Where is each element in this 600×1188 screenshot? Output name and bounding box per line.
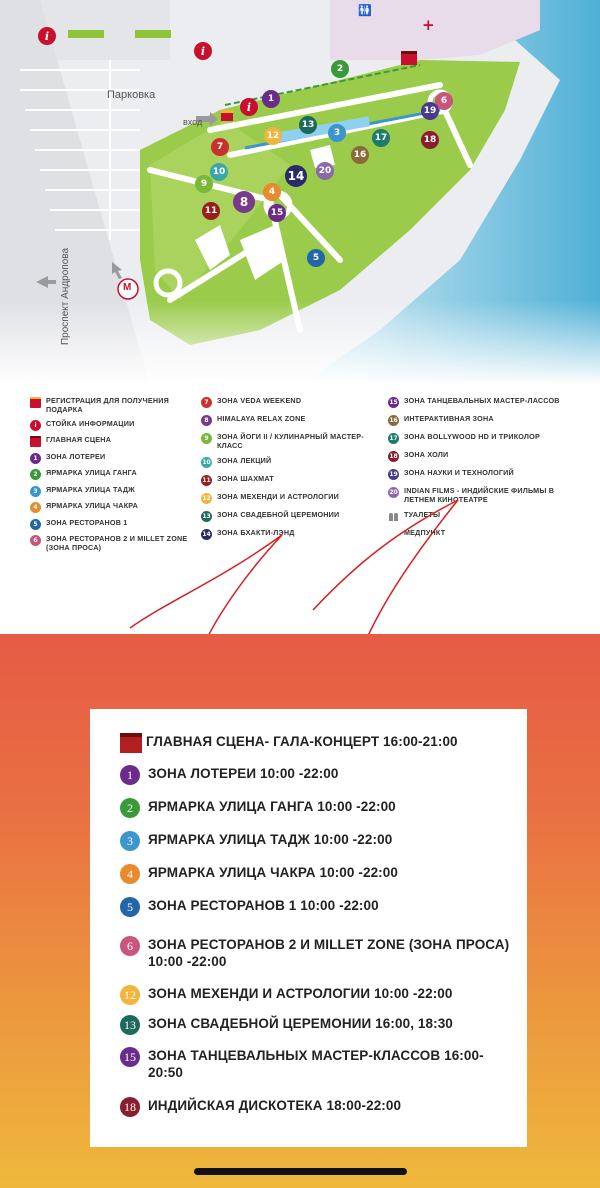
zone-marker-19[interactable]: 19: [421, 102, 439, 120]
schedule-text: ЗОНА СВАДЕБНОЙ ЦЕРЕМОНИИ 16:00, 18:30: [148, 1016, 453, 1031]
schedule-text: ГЛАВНАЯ СЦЕНА- ГАЛА-КОНЦЕРТ 16:00-21:00: [146, 734, 458, 749]
zone-marker-15[interactable]: 15: [268, 204, 286, 222]
parking-label: Парковка: [107, 89, 156, 101]
zone-number-icon: 19: [389, 471, 398, 478]
legend-item-label: INDIAN FILMS - ИНДИЙСКИЕ ФИЛЬМЫ В ЛЕТНЕМ КИНОТЕАТРЕ: [404, 486, 555, 504]
zone-marker-10[interactable]: 10: [210, 163, 228, 181]
legend-item-label: HIMALAYA RELAX ZONE: [217, 414, 306, 423]
legend-item-label: ЯРМАРКА УЛИЦА ТАДЖ: [46, 484, 135, 494]
zone-number-badge: 3: [120, 831, 140, 851]
legend-item-label: ЗОНА VEDA WEEKEND: [217, 396, 302, 405]
zone-marker-6[interactable]: 6: [435, 92, 453, 110]
zone-marker-3[interactable]: 3: [328, 124, 346, 142]
legend-item-label: ЗОНА ШАХМАТ: [217, 474, 274, 483]
zone-marker-14[interactable]: 14: [285, 165, 307, 187]
legend-item-label: ЗОНА СВАДЕБНОЙ ЦЕРЕМОНИИ: [217, 510, 340, 519]
zone-number-icon: 17: [389, 435, 398, 442]
schedule-row: [120, 765, 515, 785]
legend-item-label: ИНТЕРАКТИВНАЯ ЗОНА: [404, 414, 494, 423]
zone-number-icon: 5: [30, 519, 41, 530]
legend-item-label: ТУАЛЕТЫ: [404, 510, 441, 519]
legend-item-label: РЕГИСТРАЦИЯ ДЛЯ ПОЛУЧЕНИЯ ПОДАРКА: [46, 396, 169, 414]
info-icon[interactable]: i: [38, 27, 56, 45]
zone-marker-12[interactable]: 12: [264, 127, 282, 145]
schedule-row: [120, 1047, 515, 1081]
zone-number-icon: 8: [201, 415, 212, 426]
zone-marker-13[interactable]: 13: [299, 116, 317, 134]
zone-number-badge: 2: [120, 798, 140, 818]
schedule-text: ЯРМАРКА УЛИЦА ТАДЖ 10:00 -22:00: [148, 832, 393, 847]
zone-number-badge: 15: [120, 1047, 140, 1067]
schedule-text: ЗОНА ЛОТЕРЕИ 10:00 -22:00: [148, 766, 339, 781]
legend-item-label: ЗОНА ХОЛИ: [404, 450, 449, 459]
zone-number-badge: 4: [120, 864, 140, 884]
legend-item-label: ЗОНА BOLLYWOOD HD И ТРИКОЛОР: [404, 432, 540, 441]
zone-number-icon: 15: [389, 399, 398, 406]
zone-number-icon: 14: [202, 531, 211, 538]
street-label: Проспект Андропова: [60, 247, 71, 345]
zone-number-badge: 12: [120, 985, 140, 1005]
zone-number-icon: 6: [30, 535, 41, 546]
zone-number-badge: 1: [120, 765, 140, 785]
zone-number-icon: 13: [202, 513, 211, 520]
toilet-icon: 🚻: [358, 4, 372, 17]
zone-number-icon: 1: [30, 453, 41, 464]
main-stage-icon: [120, 733, 142, 753]
legend-item-label: ЯРМАРКА УЛИЦА ЧАКРА: [46, 501, 139, 510]
zone-number-icon: 16: [389, 417, 398, 424]
zone-number-icon: 9: [201, 433, 212, 444]
zone-number-icon: 2: [30, 469, 41, 480]
zone-number-icon: 12: [202, 495, 211, 502]
schedule-row: [120, 864, 515, 884]
zone-number-badge: 5: [120, 897, 140, 917]
schedule-text: ИНДИЙСКАЯ ДИСКОТЕКА 18:00-22:00: [148, 1098, 402, 1113]
zone-marker-9[interactable]: 9: [195, 175, 213, 193]
info-icon[interactable]: i: [194, 42, 212, 60]
legend-item-label: СТОЙКА ИНФОРМАЦИИ: [46, 418, 135, 428]
zone-number-icon: 18: [389, 453, 398, 460]
legend-item-label: ЗОНА ЛЕКЦИЙ: [217, 456, 272, 465]
zone-number-icon: 7: [201, 397, 212, 408]
zone-marker-11[interactable]: 11: [202, 202, 220, 220]
legend-item-label: ЗОНА РЕСТОРАНОВ 1: [46, 517, 128, 527]
zone-marker-18[interactable]: 18: [421, 131, 439, 149]
entrance-label: вход: [183, 117, 203, 127]
legend-item-label: ЗОНА НАУКИ И ТЕХНОЛОГИЙ: [404, 468, 514, 477]
schedule-row: [120, 936, 515, 970]
home-indicator[interactable]: [194, 1168, 407, 1175]
schedule-text: ЗОНА РЕСТОРАНОВ 2 И MILLET ZONE (ЗОНА ПРОСА) 10:00 -22:00: [148, 937, 510, 969]
zone-marker-8[interactable]: 8: [233, 191, 255, 213]
zone-marker-16[interactable]: 16: [351, 146, 369, 164]
zone-number-icon: 20: [389, 489, 398, 496]
legend-item-label: ГЛАВНАЯ СЦЕНА: [46, 435, 112, 444]
zone-number-icon: 10: [202, 459, 211, 466]
info-icon[interactable]: i: [240, 98, 258, 116]
zone-marker-5[interactable]: 5: [307, 249, 325, 267]
schedule-row: [120, 733, 515, 753]
zone-number-badge: 18: [120, 1097, 140, 1117]
schedule-text: ЗОНА ТАНЦЕВАЛЬНЫХ МАСТЕР-КЛАССОВ 16:00-20:50: [148, 1048, 484, 1080]
legend-item-label: МЕДПУНКТ: [404, 528, 446, 537]
zone-marker-7[interactable]: 7: [211, 138, 229, 156]
first-aid-icon: +: [422, 16, 435, 34]
legend-item-label: ЯРМАРКА УЛИЦА ГАНГА: [46, 468, 137, 477]
schedule-row: [120, 1097, 515, 1117]
schedule-text: ЗОНА РЕСТОРАНОВ 1 10:00 -22:00: [148, 898, 379, 913]
schedule-row: [120, 1015, 515, 1035]
legend-item-label: ЗОНА МЕХЕНДИ И АСТРОЛОГИИ: [217, 492, 339, 501]
schedule-row: [120, 798, 515, 818]
zone-marker-4[interactable]: 4: [263, 183, 281, 201]
legend-item-label: ЗОНА ТАНЦЕВАЛЬНЫХ МАСТЕР-ЛАССОВ: [404, 396, 560, 405]
zone-number-badge: 13: [120, 1015, 140, 1035]
legend-item-label: ЗОНА ЙОГИ II / КУЛИНАРНЫЙ МАСТЕР-КЛАСС: [217, 432, 364, 450]
zone-number-icon: 4: [30, 502, 41, 513]
schedule-text: ЯРМАРКА УЛИЦА ГАНГА 10:00 -22:00: [148, 799, 396, 814]
schedule-row: [120, 985, 515, 1005]
zone-number-icon: 11: [202, 477, 211, 484]
legend-item-label: ЗОНА ЛОТЕРЕИ: [46, 451, 106, 461]
zone-marker-20[interactable]: 20: [316, 162, 334, 180]
zone-number-icon: 3: [30, 486, 41, 497]
legend-item-label: ЗОНА БХАКТИ-ЛЭНД: [217, 528, 295, 537]
zone-number-badge: 6: [120, 936, 140, 956]
schedule-row: [120, 831, 515, 851]
info-icon: i: [30, 420, 41, 431]
zone-marker-17[interactable]: 17: [372, 129, 390, 147]
schedule-row: [120, 897, 515, 917]
schedule-text: ЗОНА МЕХЕНДИ И АСТРОЛОГИИ 10:00 -22:00: [148, 986, 453, 1001]
zone-marker-2[interactable]: 2: [331, 60, 349, 78]
metro-icon: М: [123, 282, 132, 293]
legend-item-label: ЗОНА РЕСТОРАНОВ 2 И MILLET ZONE (ЗОНА ПРОСА): [46, 534, 188, 552]
schedule-text: ЯРМАРКА УЛИЦА ЧАКРА 10:00 -22:00: [148, 865, 398, 880]
zone-marker-1[interactable]: 1: [262, 90, 280, 108]
